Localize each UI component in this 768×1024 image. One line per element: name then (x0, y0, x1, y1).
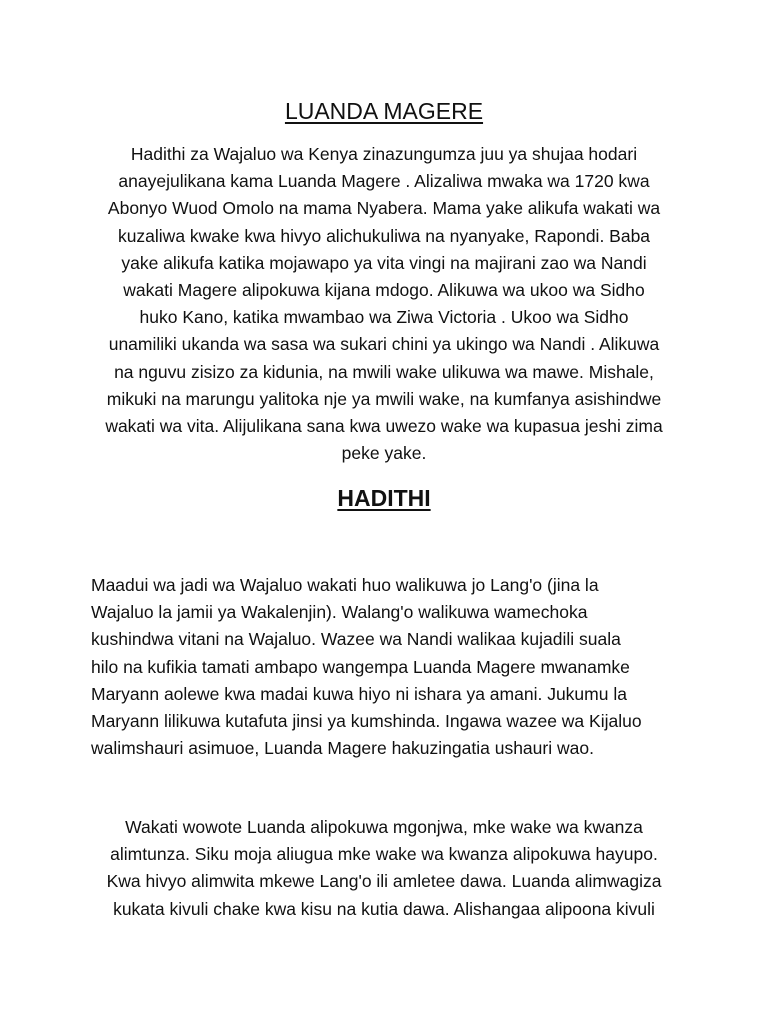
paragraph-line: alimtunza. Siku moja aliugua mke wake wa kwanza alipokuwa hayupo. (110, 844, 658, 865)
paragraph-line: hilo na kufikia tamati ambapo wangempa Luanda Magere mwanamke (91, 656, 630, 677)
paragraph-line: peke yake. (341, 443, 427, 464)
intro-paragraph (60, 141, 708, 467)
paragraph-line: kukata kivuli chake kwa kisu na kutia dawa. Alishangaa alipoona kivuli (113, 898, 655, 919)
paragraph-line: yake alikufa katika mojawapo ya vita vingi na majirani zao wa Nandi (121, 252, 647, 273)
paragraph-line: Wajaluo la jamii ya Wakalenjin). Walang'o walikuwa wamechoka (91, 602, 588, 623)
paragraph-line: kuzaliwa kwake kwa hivyo alichukuliwa na nyanyake, Rapondi. Baba (117, 225, 651, 246)
paragraph-line: Abonyo Wuod Omolo na mama Nyabera. Mama yake alikufa wakati wa (107, 198, 661, 219)
paragraph-line: Hadithi za Wajaluo wa Kenya zinazungumza juu ya shujaa hodari (130, 144, 638, 164)
paragraph-line: walimshauri asimuoe, Luanda Magere hakuzingatia ushauri wao. (91, 738, 594, 759)
section-heading: HADITHI (337, 485, 431, 511)
paragraph-line: mikuki na marungu yalitoka nje ya mwili wake, na kumfanya asishindwe (106, 388, 662, 409)
paragraph-line: kushindwa vitani na Wajaluo. Wazee wa Nandi walikaa kujadili suala (91, 629, 621, 650)
paragraph-line: Maryann aolewe kwa madai kuwa hiyo ni ishara ya amani. Jukumu la (91, 683, 627, 704)
paragraph-line: unamiliki ukanda wa sasa wa sukari chini ya ukingo wa Nandi . Alikuwa (108, 334, 660, 355)
paragraph-line: wakati wa vita. Alijulikana sana kwa uwezo wake wa kupasua jeshi zima (105, 416, 663, 437)
story-paragraph-illness (60, 814, 708, 923)
paragraph-line: Maryann lilikuwa kutafuta jinsi ya kumshinda. Ingawa wazee wa Kijaluo (91, 711, 642, 732)
paragraph-line: Maadui wa jadi wa Wajaluo wakati huo walikuwa jo Lang'o (jina la (91, 575, 599, 595)
paragraph-line: wakati Magere alipokuwa kijana mdogo. Alikuwa wa ukoo wa Sidho (123, 280, 645, 301)
story-paragraph-enemies (91, 572, 691, 762)
paragraph-line: na nguvu zisizo za kidunia, na mwili wake ulikuwa wa mawe. Mishale, (114, 361, 654, 382)
paragraph-line: huko Kano, katika mwambao wa Ziwa Victoria . Ukoo wa Sidho (139, 307, 629, 328)
document-title: LUANDA MAGERE (284, 98, 484, 124)
paragraph-line: Kwa hivyo alimwita mkewe Lang'o ili amletee dawa. Luanda alimwagiza (106, 871, 662, 892)
paragraph-line: anayejulikana kama Luanda Magere . Alizaliwa mwaka wa 1720 kwa (118, 171, 650, 192)
paragraph-line: Wakati wowote Luanda alipokuwa mgonjwa, mke wake wa kwanza (125, 817, 643, 837)
